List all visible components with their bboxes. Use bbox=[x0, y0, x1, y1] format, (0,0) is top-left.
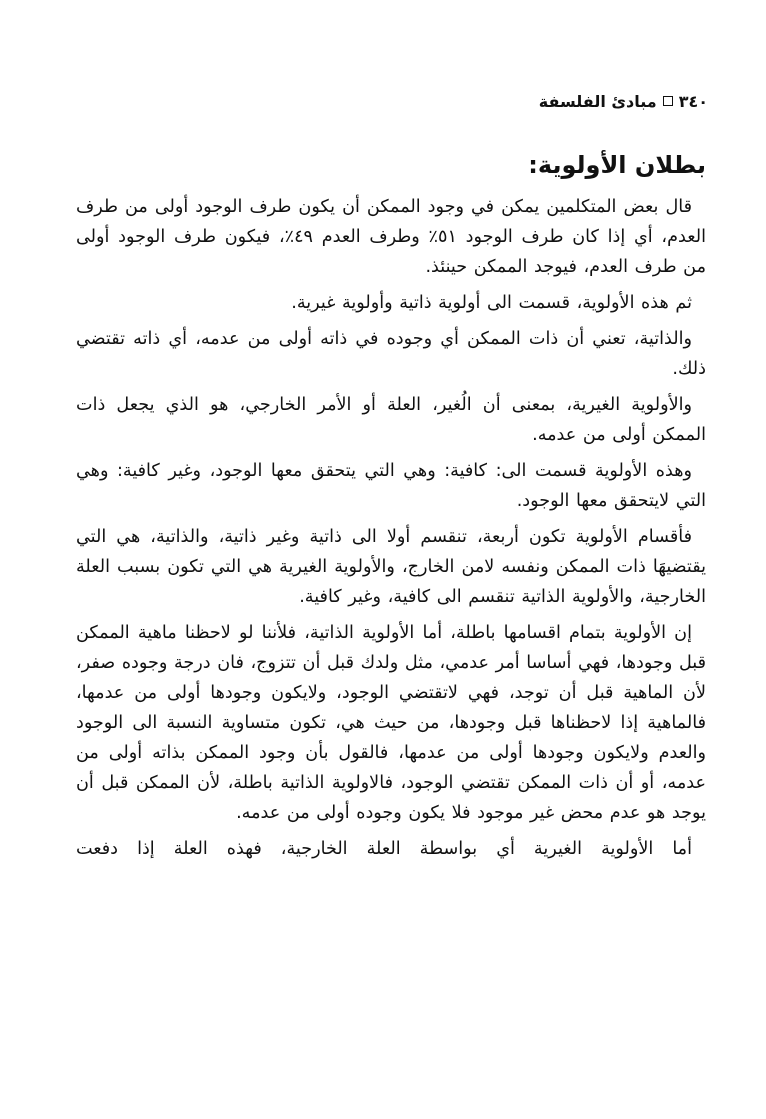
page-number: ٣٤٠ bbox=[678, 91, 708, 111]
paragraph: وهذه الأولوية قسمت الى: كافية: وهي التي يتحقق معها الوجود، وغير كافية: وهي التي لايتحقق معها الوجود. bbox=[76, 461, 706, 511]
section-heading: بطلان الأولوية: bbox=[528, 151, 706, 179]
paragraph: أما الأولوية الغيرية أي بواسطة العلة الخارجية، فهذه العلة إذا دفعت bbox=[76, 839, 692, 859]
running-header bbox=[76, 88, 708, 114]
paragraph: ثم هذه الأولوية، قسمت الى أولوية ذاتية وأولوية غيرية. bbox=[291, 293, 692, 313]
paragraph: إن الأولوية بتمام اقسامها باطلة، أما الأولوية الذاتية، فلأننا لو لاحظنا ماهية الممكن قبل وجودها، فهي أساسا أمر عدمي، مثل ولدك قبل أن تتزوج، فان درجة وجوده صفر، لأن الماهية قبل أن توجد، فهي لاتقتضي الوجود، ولايكون وجودها أولى من عدمها، فالماهية إذا لاحظناها قبل وجودها، من حيث هي، تكون متساوية النسبة الى الوجود والعدم ولايكون وجودها أولى من عدمها، فالقول بأن وجود الممكن بذاته أولى من عدمه، أو أن ذات الممكن تقتضي الوجود، فالاولوية الذاتية باطلة، لأن الممكن قبل أن يوجد هو عدم محض غير موجود فلا يكون وجوده أولى من عدمه. bbox=[76, 623, 706, 823]
paragraph: فأقسام الأولوية تكون أربعة، تنقسم أولا الى ذاتية وغير ذاتية، والذاتية، هي التي يقتضيهَا ذات الممكن ونفسه لامن الخارج، والأولوية الغيرية هي التي تكون بسبب العلة الخارجية، والأولوية الذاتية تنقسم الى كافية، وغير كافية. bbox=[76, 527, 706, 607]
paragraph: والذاتية، تعني أن ذات الممكن أي وجوده في ذاته أولى من عدمه، أي ذاته تقتضي ذلك. bbox=[76, 329, 706, 379]
book-page bbox=[76, 88, 706, 870]
paragraph: قال بعض المتكلمين يمكن في وجود الممكن أن يكون طرف الوجود أولى من طرف العدم، أي إذا كان طرف الوجود ٥١٪ وطرف العدم ٤٩٪، فيكون طرف الوجود أولى من طرف العدم، فيوجد الممكن حينئذ. bbox=[76, 197, 706, 277]
paragraph: والأولوية الغيرية، بمعنى أن الُغير، العلة أو الأمر الخارجي، هو الذي يجعل ذات الممكن أولى من عدمه. bbox=[76, 395, 706, 445]
book-title: مبادئ الفلسفة bbox=[538, 91, 657, 111]
body-text bbox=[76, 192, 706, 864]
square-icon bbox=[663, 96, 673, 106]
